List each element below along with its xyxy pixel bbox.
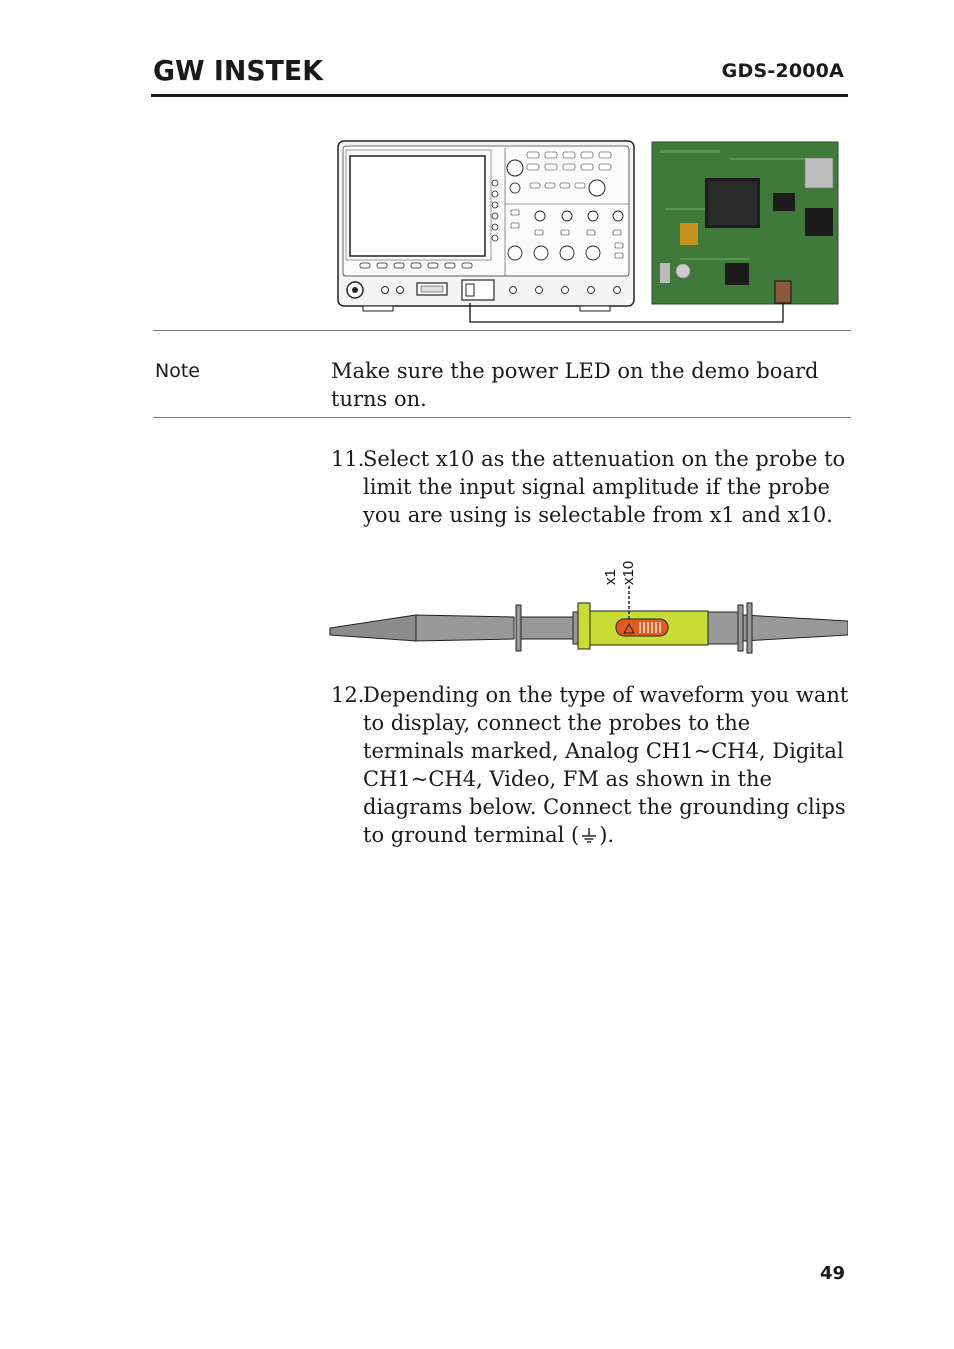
model-name: GDS-2000A — [721, 60, 844, 82]
step-text: Select x10 as the attenuation on the probe to limit the input signal amplitude if the probe you are using is selectable from x1 and x10. — [363, 447, 846, 527]
probe-illustration — [328, 555, 848, 655]
step-text — [363, 681, 851, 849]
note-label: Note — [155, 360, 200, 382]
note-text: Make sure the power LED on the demo board turns on. — [331, 359, 819, 411]
step-text-main: Depending on the type of waveform you want to display, connect the probes to the terminals marked, Analog CH1~CH4, Digital CH1~CH4, Video, FM as shown in the diagrams below. Connect the grounding clips to ground terminal ( — [363, 683, 849, 847]
logo-text: GW INSTEK — [153, 55, 325, 83]
label-x1: x1 — [602, 569, 619, 585]
note-rule-top — [153, 330, 851, 331]
note-rule-bottom — [153, 417, 851, 418]
oscilloscope-and-demo-board-illustration — [335, 138, 845, 328]
label-x10: x10 — [620, 560, 637, 585]
ground-symbol-icon — [579, 825, 599, 845]
gw-instek-logo — [153, 55, 325, 83]
step-11 — [331, 445, 851, 529]
step-text-end: ). — [599, 823, 615, 847]
step-12 — [331, 681, 851, 849]
step-number: 12. — [331, 683, 365, 707]
step-number: 11. — [331, 447, 365, 471]
header-rule — [151, 94, 848, 97]
page-number: 49 — [819, 1263, 845, 1284]
